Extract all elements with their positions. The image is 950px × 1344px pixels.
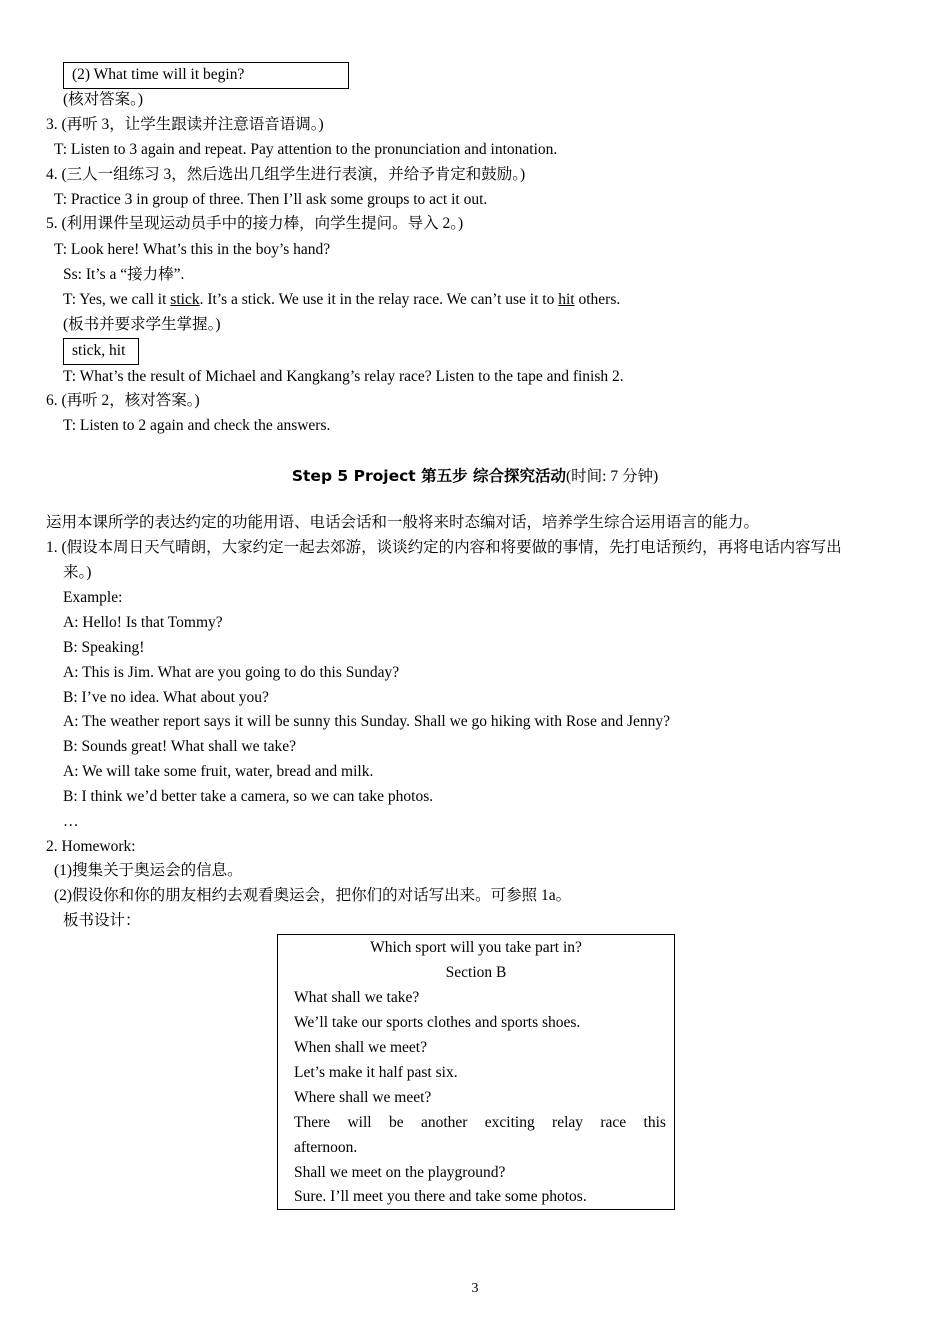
step-time: (时间: 7 分钟) — [566, 468, 659, 485]
dialog-line: A: This is Jim. What are you going to do this Sunday? — [63, 664, 400, 681]
board-word: be — [388, 1114, 404, 1131]
dialog-line: B: Speaking! — [63, 639, 145, 656]
step-item-3: 3. (再听 3，让学生跟读并注意语音语调。) — [46, 116, 324, 133]
underlined-word-hit: hit — [558, 291, 575, 308]
blackboard-design — [277, 934, 675, 1210]
board-word: relay — [552, 1114, 584, 1131]
board-design-label: 板书设计： — [63, 912, 141, 929]
teacher-line: T: Listen to 2 again and check the answers. — [63, 417, 331, 434]
text-segment: T: Yes, we call it — [63, 291, 171, 308]
board-section: Section B — [445, 964, 507, 981]
dialog-line: B: I think we’d better take a camera, so we can take photos. — [63, 788, 434, 805]
project-intro: 运用本课所学的表达约定的功能用语、电话会话和一般将来时态编对话，培养学生综合运用语言的能力。 — [46, 514, 760, 531]
board-word: race — [600, 1114, 627, 1131]
dialog-line: A: Hello! Is that Tommy? — [63, 614, 223, 631]
step-item-4: 4. (三人一组练习 3，然后选出几组学生进行表演，并给予肯定和鼓励。) — [46, 166, 526, 183]
step-item-5: 5. (利用课件呈现运动员手中的接力棒，向学生提问。导入 2。) — [46, 215, 464, 232]
board-line: Sure. I’ll meet you there and take some photos. — [294, 1188, 587, 1205]
teacher-line: T: Look here! What’s this in the boy’s hand? — [54, 241, 331, 258]
board-word: exciting — [484, 1114, 535, 1131]
board-line: What shall we take? — [294, 989, 420, 1006]
board-word: will — [347, 1114, 372, 1131]
vocab-words: stick, hit — [72, 342, 126, 359]
board-note: (板书并要求学生掌握。) — [63, 316, 221, 333]
homework-item-2: (2)假设你和你的朋友相约去观看奥运会，把你们的对话写出来。可参照 1a。 — [54, 887, 572, 904]
step-item-6: 6. (再听 2，核对答案。) — [46, 392, 200, 409]
project-item-1-cont: 来。) — [63, 564, 92, 581]
text-segment: . It’s a stick. We use it in the relay race. We can’t use it to — [199, 291, 559, 308]
question-2: (2) What time will it begin? — [72, 66, 245, 83]
students-line: Ss: It’s a “接力棒”. — [63, 266, 185, 283]
teacher-line-stick — [63, 290, 620, 310]
board-line: Where shall we meet? — [294, 1089, 432, 1106]
text-segment: others. — [574, 291, 621, 308]
board-line: We’ll take our sports clothes and sports shoes. — [294, 1014, 581, 1031]
board-line: When shall we meet? — [294, 1039, 427, 1056]
teacher-line: T: What’s the result of Michael and Kangkang’s relay race? Listen to the tape and finish 2. — [63, 368, 624, 385]
step-title: Step 5 Project 第五步 综合探究活动 — [291, 467, 566, 485]
board-word: this — [643, 1114, 666, 1131]
homework-item-1: (1)搜集关于奥运会的信息。 — [54, 862, 243, 879]
teacher-line: T: Practice 3 in group of three. Then I’ll ask some groups to act it out. — [54, 191, 488, 208]
step-heading — [0, 466, 950, 487]
project-item-1: 1. (假设本周日天气晴朗，大家约定一起去郊游，谈谈约定的内容和将要做的事情，先打电话预约，再将电话内容写出 — [46, 539, 842, 556]
dialog-line: A: The weather report says it will be sunny this Sunday. Shall we go hiking with Rose and Jenny? — [63, 713, 670, 730]
example-label: Example: — [63, 589, 123, 606]
board-word: another — [420, 1114, 468, 1131]
board-line-justified — [294, 1113, 666, 1133]
board-word: There — [294, 1114, 331, 1131]
board-line: afternoon. — [294, 1139, 358, 1156]
dialog-line: B: Sounds great! What shall we take? — [63, 738, 297, 755]
check-answers-note: (核对答案。) — [63, 91, 144, 108]
dialog-ellipsis: … — [63, 813, 79, 830]
board-line: Shall we meet on the playground? — [294, 1164, 506, 1181]
board-line: Let’s make it half past six. — [294, 1064, 458, 1081]
page-number: 3 — [471, 1281, 479, 1296]
homework-heading: 2. Homework: — [46, 838, 136, 855]
teacher-line: T: Listen to 3 again and repeat. Pay attention to the pronunciation and intonation. — [54, 141, 558, 158]
underlined-word-stick: stick — [170, 291, 200, 308]
board-title: Which sport will you take part in? — [370, 939, 582, 956]
dialog-line: B: I’ve no idea. What about you? — [63, 689, 269, 706]
dialog-line: A: We will take some fruit, water, bread and milk. — [63, 763, 374, 780]
